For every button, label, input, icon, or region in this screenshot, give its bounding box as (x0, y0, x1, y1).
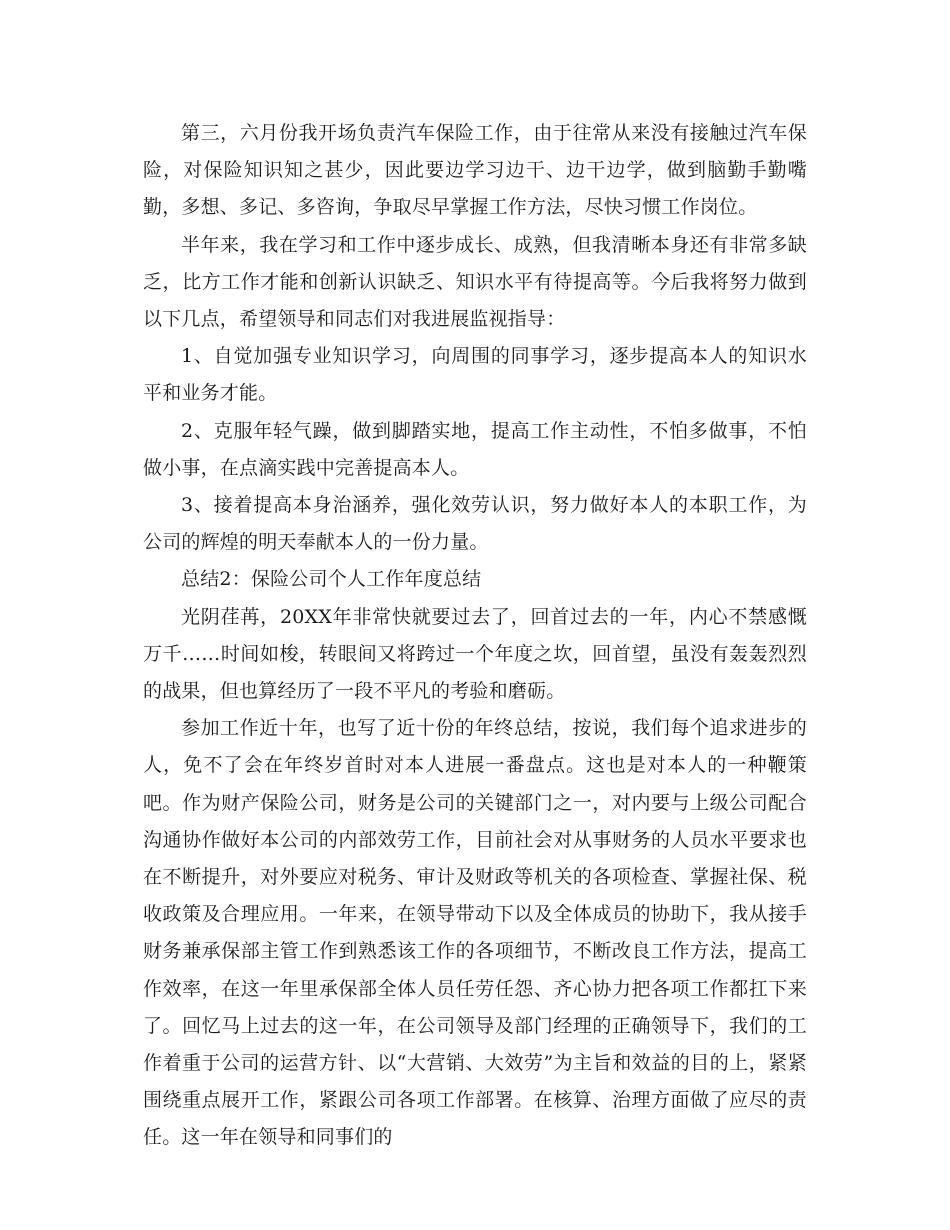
document-body (143, 115, 807, 1157)
paragraph-goal-3: 3、接着提高本身治涵养，强化效劳认识，努力做好本人的本职工作，为公司的辉煌的明天奉献本人的一份力量。 (143, 494, 807, 554)
paragraph-goal-1: 1、自觉加强专业知识学习，向周围的同事学习，逐步提高本人的知识水平和业务才能。 (143, 345, 807, 405)
paragraph-half-year-review: 半年来，我在学习和工作中逐步成长、成熟，但我清晰本身还有非常多缺乏，比方工作才能和创新认识缺乏、知识水平有待提高等。今后我将努力做到以下几点，希望领导和同志们对我进展监视指导： (143, 233, 807, 331)
paragraph-goal-2: 2、克服年轻气躁，做到脚踏实地，提高工作主动性，不怕多做事，不怕做小事，在点滴实践中完善提高本人。 (143, 419, 807, 479)
section-heading-summary-2: 总结2：保险公司个人工作年度总结 (181, 568, 482, 591)
paragraph-work-intro: 第三，六月份我开场负责汽车保险工作，由于往常从来没有接触过汽车保险，对保险知识知之甚少，因此要边学习边干、边干边学，做到脑勤手勤嘴勤，多想、多记、多咨询，争取尽早掌握工作方法，尽快习惯工作岗位。 (143, 122, 807, 219)
paragraph-year-reflection: 光阴荏苒，20XX年非常快就要过去了，回首过去的一年，内心不禁感慨万千……时间如梭，转眼间又将跨过一个年度之坎，回首望，虽没有轰轰烈烈的战果，但也算经历了一段不平凡的考验和磨砺。 (143, 605, 807, 703)
paragraph-finance-work: 参加工作近十年，也写了近十份的年终总结，按说，我们每个追求进步的人，免不了会在年终岁首时对本人进展一番盘点。这也是对本人的一种鞭策吧。作为财产保险公司，财务是公司的关键部门之一，对内要与上级公司配合沟通协作做好本公司的内部效劳工作，目前社会对从事财务的人员水平要求也在不断提升，对外要应对税务、审计及财政等机关的各项检查、掌握社保、税收政策及合理应用。一年来，在领导带动下以及全体成员的协助下，我从接手财务兼承保部主管工作到熟悉该工作的各项细节，不断改良工作方法，提高工作效率，在这一年里承保部全体人员任劳任怨、齐心协力把各项工作都扛下来了。回忆马上过去的这一年，在公司领导及部门经理的正确领导下，我们的工作着重于公司的运营方针、以“大营销、大效劳”为主旨和效益的目的上，紧紧围绕重点展开工作，紧跟公司各项工作部署。在核算、治理方面做了应尽的责任。这一年在领导和同事们的 (143, 717, 807, 1149)
